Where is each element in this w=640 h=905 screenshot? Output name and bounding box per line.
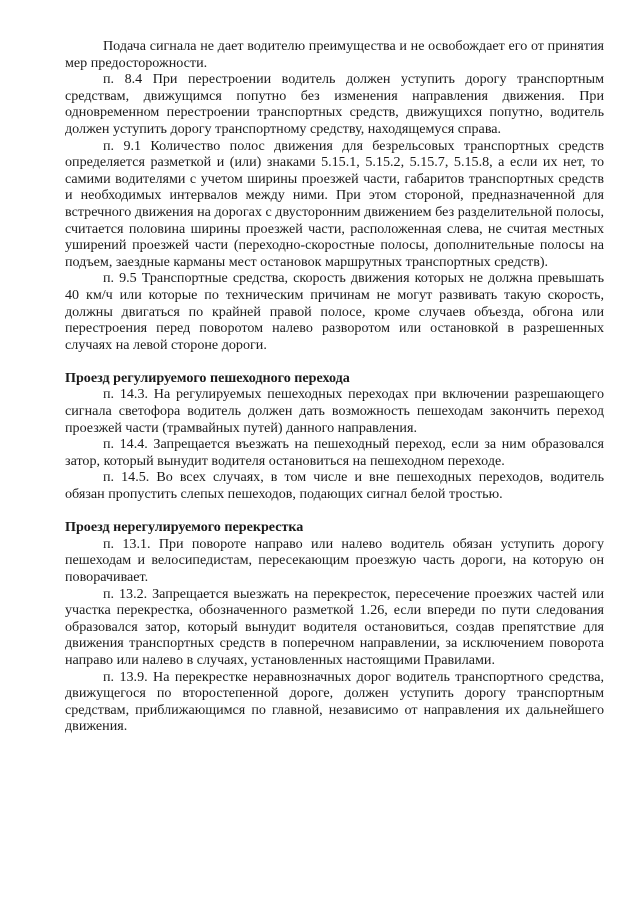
paragraph-rule-9-1: п. 9.1 Количество полос движения для безрельсовых транспортных средств определяется разметкой и (или) знаками 5.15.1, 5.15.2, 5.15.7, 5.15.8, а если их нет, то самими водителями с учетом ширины проезжей части, габаритов транспортных средств и необходимых интервалов между ними. При этом стороной, предназначенной для встречного движения на дорогах с двусторонним движением без разделительной полосы, считается половина ширины проезжей части, расположенная слева, не считая местных уширений проезжей части (переходно-скоростные полосы, дополнительные полосы на подъем, заездные карманы мест остановок маршрутных транспортных средств). xyxy=(65,137,604,270)
paragraph-rule-14-5: п. 14.5. Во всех случаях, в том числе и вне пешеходных переходов, водитель обязан пропустить слепых пешеходов, подающих сигнал белой тростью. xyxy=(65,469,604,503)
paragraph-rule-14-4: п. 14.4. Запрещается въезжать на пешеходный переход, если за ним образовался затор, который вынудит водителя остановиться на пешеходном переходе. xyxy=(65,436,604,469)
paragraph-rule-13-9: п. 13.9. На перекрестке неравнозначных дорог водитель транспортного средства, движущегося по второстепенной дороге, должен уступить дорогу транспортным средствам, приближающимся по главной, независимо от направления их дальнейшего движения. xyxy=(65,668,604,735)
section-regulated-crossing xyxy=(65,370,604,503)
section-heading: Проезд нерегулируемого перекрестка xyxy=(65,519,304,536)
paragraph-rule-9-5: п. 9.5 Транспортные средства, скорость движения которых не должна превышать 40 км/ч или которые по техническим причинам не могут развивать такую скорость, должны двигаться по крайней правой полосе, кроме случаев объезда, обгона или перестроения перед поворотом налево разворотом или остановкой в разрешенных случаях на левой стороне дороги. xyxy=(65,270,604,353)
paragraph-rule-14-3: п. 14.3. На регулируемых пешеходных переходах при включении разрешающего сигнала светофора водитель должен дать возможность пешеходам закончить переход проезжей части (трамвайных путей) данного направления. xyxy=(65,386,604,436)
paragraph-signal-note: Подача сигнала не дает водителю преимущества и не освобождает его от принятия мер предосторожности. xyxy=(65,38,604,71)
paragraph-rule-8-4: п. 8.4 При перестроении водитель должен уступить дорогу транспортным средствам, движущимся попутно без изменения направления движения. При одновременном перестроении транспортных средств, движущихся попутно, водитель должен уступить дорогу транспортному средству, находящемуся справа. xyxy=(65,71,604,137)
section-unregulated-intersection xyxy=(65,519,604,735)
section-heading: Проезд регулируемого пешеходного перехода xyxy=(65,369,350,386)
section-intro xyxy=(65,38,604,353)
paragraph-rule-13-2: п. 13.2. Запрещается выезжать на перекресток, пересечение проезжих частей или участка перекрестка, обозначенного разметкой 1.26, если впереди по пути следования образовался затор, который вынудит водителя остановиться, создав препятствие для движения транспортных средств в поперечном направлении, за исключением поворота направо или налево в случаях, установленных настоящими Правилами. xyxy=(65,585,604,668)
paragraph-rule-13-1: п. 13.1. При повороте направо или налево водитель обязан уступить дорогу пешеходам и велосипедистам, пересекающим проезжую часть дороги, на которую он поворачивает. xyxy=(65,535,604,585)
